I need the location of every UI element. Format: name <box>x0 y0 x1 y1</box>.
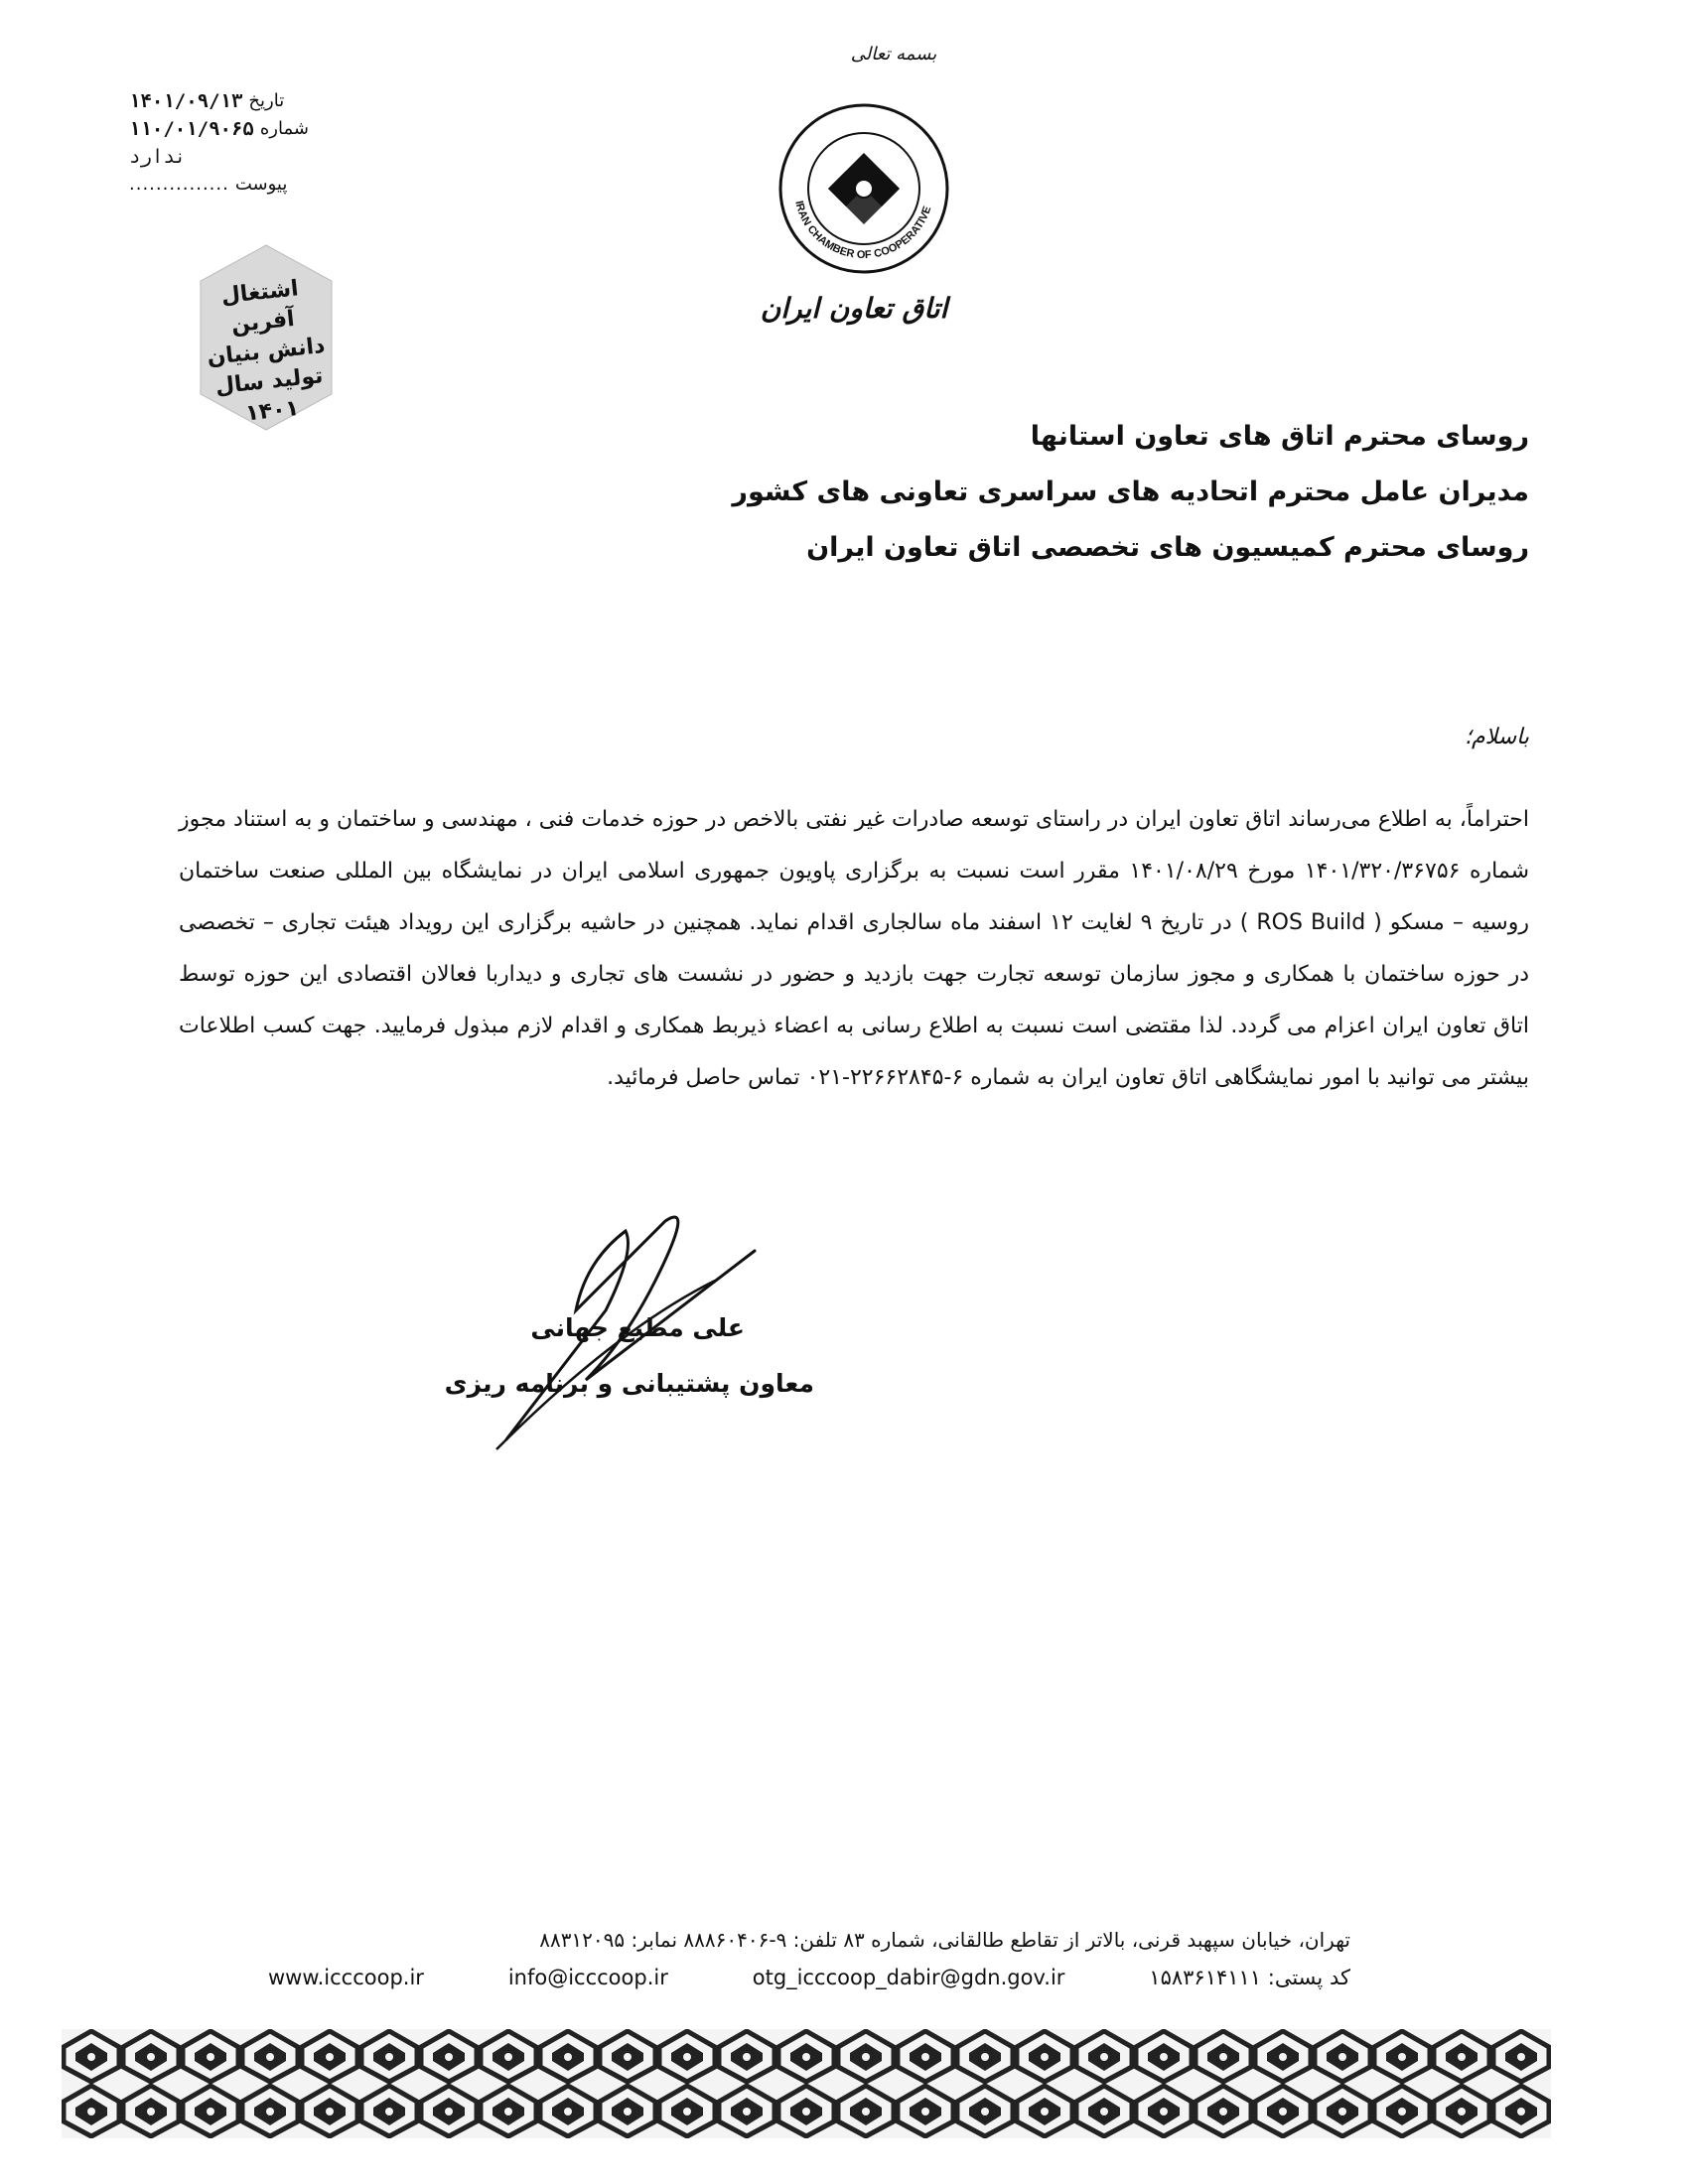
salutation: باسلام؛ <box>1464 725 1529 750</box>
attachment-label: پیوست <box>234 174 288 195</box>
basmala-heading: بسمه تعالی <box>850 44 937 65</box>
signature-block <box>417 1300 814 1412</box>
footer <box>268 1921 1350 1996</box>
date-value: ۱۴۰۱/۰۹/۱۳ <box>129 90 243 112</box>
attachment-row: پیوست ............... <box>129 171 348 199</box>
recipient-line: مدیران عامل محترم اتحادیه های سراسری تعاونی های کشور <box>732 477 1529 507</box>
signer-name: علی مطیع جهانی <box>530 1313 745 1342</box>
attachment-value: ندارد <box>129 146 187 168</box>
email-link[interactable]: info@icccoop.ir <box>507 1966 668 1989</box>
footer-address: تهران، خیابان سپهبد قرنی، بالاتر از تقاطع طالقانی، شماره ۸۳ تلفن: ۹-۸۸۸۶۰۴۰۶ نمابر: ۸۸۳۱۲۰۹۵ <box>539 1928 1350 1952</box>
body-paragraph: احتراماً، به اطلاع می‌رساند اتاق تعاون ایران در راستای توسعه صادرات غیر نفتی بالاخص در حوزه خدمات فنی ، مهندسی و ساختمان و به استناد مجوز شماره ۱۴۰۱/۳۲۰/۳۶۷۵۶ مورخ ۱۴۰۱/۰۸/۲۹ مقرر است نسبت به برگزاری پاویون جمهوری اسلامی ایران در نمایشگاه بین المللی صنعت ساختمان روسیه – مسکو ( ROS Build ) در تاریخ ۹ لغایت ۱۲ اسفند ماه سالجاری اقدام نماید. همچنین در حاشیه برگزاری این رویداد هیئت تجاری – تخصصی در حوزه ساختمان با همکاری و مجوز سازمان توسعه تجارت جهت بازدید و حضور در نشست های تجاری و دیداربا فعالان اقتصادی این حوزه توسط اتاق تعاون ایران اعزام می گردد. لذا مقتضی است نسبت به اطلاع رسانی به اعضاء ذیربط همکاری و اقدام لازم مبذول فرمایید. جهت کسب اطلاعات بیشتر می توانید با امور نمایشگاهی اتاق تعاون ایران به شماره ۶-۲۲۶۶۲۸۴۵-۰۲۱ تماس حاصل فرمائید. <box>179 807 1529 1090</box>
date-label: تاریخ <box>248 90 285 111</box>
badge-slogan-text: اشتغال آفرین دانش بنیان تولید سال ۱۴۰۱ <box>206 276 327 427</box>
recipient-line: روسای محترم کمیسیون های تخصصی اتاق تعاون ایران <box>806 532 1529 563</box>
website-link[interactable]: www.icccoop.ir <box>268 1966 424 1989</box>
recipients-block <box>437 409 1529 576</box>
decorative-pattern-band <box>62 2029 1551 2138</box>
attachment-value-row <box>129 143 348 171</box>
date-row <box>129 87 348 115</box>
letter-meta <box>129 87 348 199</box>
signer-title: معاون پشتیبانی و برنامه ریزی <box>444 1369 814 1398</box>
number-row <box>129 115 348 143</box>
number-value: ۱۱۰/۰۱/۹۰۶۵ <box>129 118 254 140</box>
postal-code: کد پستی: ۱۵۸۳۶۱۴۱۱۱ <box>1149 1966 1350 1989</box>
recipient-line: روسای محترم اتاق های تعاون استانها <box>1030 421 1529 452</box>
footer-contacts <box>268 1959 1350 1996</box>
number-label: شماره <box>259 118 309 139</box>
dabir-email-link[interactable]: otg_icccoop_dabir@gdn.gov.ir <box>752 1966 1065 1989</box>
logo-english-text: IRAN CHAMBER OF COOPERATIVE <box>792 200 934 262</box>
chamber-logo <box>774 99 953 278</box>
org-name-caption: اتاق تعاون ایران <box>760 292 948 325</box>
letter-body <box>179 794 1529 1104</box>
